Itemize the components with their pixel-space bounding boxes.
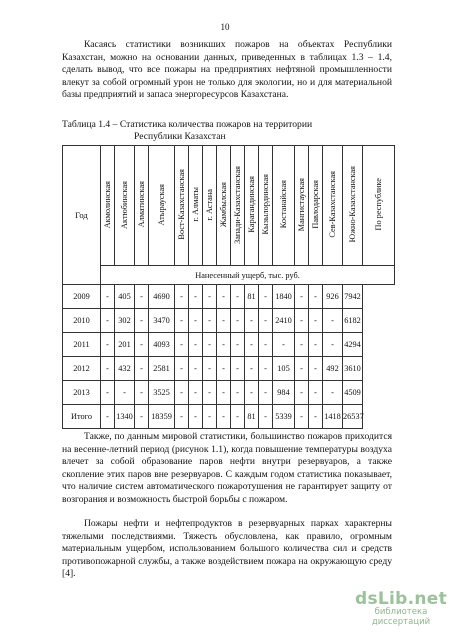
- table-cell: 7942: [343, 285, 363, 309]
- table-row: [63, 309, 395, 333]
- table-cell: -: [175, 381, 189, 405]
- table-cell: -: [189, 405, 203, 429]
- table-cell: -: [295, 357, 309, 381]
- table-cell: -: [231, 405, 245, 429]
- table-cell: 4294: [343, 333, 363, 357]
- table-cell: 26537: [343, 405, 363, 429]
- table-row: [63, 381, 395, 405]
- table-cell: -: [259, 381, 273, 405]
- region-column-header: По республике: [363, 146, 395, 266]
- table-cell: 984: [273, 381, 295, 405]
- region-column-header: Актюбинская: [115, 146, 135, 266]
- table-cell: -: [245, 357, 259, 381]
- table-cell: -: [245, 309, 259, 333]
- table-cell: -: [295, 285, 309, 309]
- table-cell: 81: [245, 405, 259, 429]
- table-cell: 6182: [343, 309, 363, 333]
- region-column-header: г. Астана: [203, 146, 217, 266]
- table-cell: -: [245, 333, 259, 357]
- table-cell: -: [309, 357, 323, 381]
- table-cell: -: [189, 333, 203, 357]
- table-cell: 926: [323, 285, 343, 309]
- table-cell: -: [231, 309, 245, 333]
- table-row: [63, 357, 395, 381]
- table-cell: -: [189, 381, 203, 405]
- table-cell: -: [273, 333, 295, 357]
- table-cell: -: [259, 333, 273, 357]
- table-cell: -: [203, 333, 217, 357]
- table-cell: -: [231, 333, 245, 357]
- region-column-header: Карагандинская: [245, 146, 259, 266]
- region-column-header: г. Алматы: [189, 146, 203, 266]
- region-column-header: Атырауская: [149, 146, 175, 266]
- table-cell: -: [175, 309, 189, 333]
- table-cell: -: [259, 309, 273, 333]
- table-cell: 4509: [343, 381, 363, 405]
- table-caption: Таблица 1.4 – Статистика количества пожаров на территории: [62, 119, 313, 130]
- fire-statistics-table: [62, 145, 395, 429]
- region-column-header: Мангистауская: [295, 146, 309, 266]
- table-cell: 432: [115, 357, 135, 381]
- table-cell: -: [259, 357, 273, 381]
- dslib-watermark: [352, 589, 450, 627]
- year-cell: 2010: [63, 309, 101, 333]
- table-cell: -: [309, 309, 323, 333]
- unit-row: [63, 266, 395, 285]
- table-cell: -: [203, 285, 217, 309]
- table-cell: 2410: [273, 309, 295, 333]
- page-number: 10: [220, 22, 230, 32]
- table-cell: -: [217, 381, 231, 405]
- table-cell: -: [309, 333, 323, 357]
- year-column-header: Год: [63, 146, 101, 285]
- table-cell: -: [217, 405, 231, 429]
- table-cell: -: [135, 357, 149, 381]
- table-cell: -: [295, 309, 309, 333]
- table-cell: -: [135, 333, 149, 357]
- table-cell: 201: [115, 333, 135, 357]
- watermark-subtitle: библиотека диссертаций: [371, 607, 431, 627]
- table-cell: -: [203, 357, 217, 381]
- table-cell: -: [101, 405, 115, 429]
- year-cell: 2009: [63, 285, 101, 309]
- table-cell: -: [323, 381, 343, 405]
- table-cell: 1340: [115, 405, 135, 429]
- table-cell: -: [309, 405, 323, 429]
- table-cell: -: [295, 333, 309, 357]
- table-cell: -: [323, 333, 343, 357]
- table-cell: 3525: [149, 381, 175, 405]
- table-cell: -: [189, 285, 203, 309]
- table-cell: -: [101, 309, 115, 333]
- table-cell: 4093: [149, 333, 175, 357]
- table-cell: -: [203, 309, 217, 333]
- region-column-header: Сев-Казахстанская: [323, 146, 343, 266]
- table-cell: -: [101, 285, 115, 309]
- table-cell: -: [295, 405, 309, 429]
- table-cell: 2581: [149, 357, 175, 381]
- table-cell: 405: [115, 285, 135, 309]
- table-cell: -: [101, 333, 115, 357]
- table-cell: 4690: [149, 285, 175, 309]
- table-cell: -: [175, 357, 189, 381]
- table-cell: -: [115, 381, 135, 405]
- table-cell: -: [189, 357, 203, 381]
- table-cell: 1418: [323, 405, 343, 429]
- table-cell: -: [189, 309, 203, 333]
- region-column-header: Вост-Казахстанская: [175, 146, 189, 266]
- region-column-header: Акмолинская: [101, 146, 115, 266]
- region-column-header: Кызылординская: [259, 146, 273, 266]
- table-header-row: [63, 146, 395, 266]
- total-row: [63, 405, 395, 429]
- table-cell: -: [309, 381, 323, 405]
- region-column-header: Южно-Казахстанская: [343, 146, 363, 266]
- region-column-header: Алматинская: [135, 146, 149, 266]
- paragraph-consequences: Пожары нефти и нефтепродуктов в резервуарных парках характерны тяжелыми последствиями. Тяжесть обусловлена, как правило, огромным материальным ущербом, использованием большого количества сил и средств противопожарной службы, а также воздействием пожара на окружающую среду [4].: [62, 518, 392, 580]
- table-cell: -: [231, 381, 245, 405]
- table-cell: -: [175, 405, 189, 429]
- table-cell: 302: [115, 309, 135, 333]
- year-cell: Итого: [63, 405, 101, 429]
- table-cell: -: [217, 333, 231, 357]
- paragraph-intro: Касаясь статистики возникших пожаров на объектах Республики Казахстан, можно на основании данных, приведенных в таблицах 1.3 – 1.4, сделать вывод, что все пожары на предприятиях нефтяной промышленности влекут за собой огромный урон не только для экологии, но и для материальной базы предприятий и запаса энергоресурсов Казахстана.: [62, 39, 392, 101]
- region-column-header: Запади-Казахстанская: [231, 146, 245, 266]
- table-cell: -: [101, 381, 115, 405]
- table-cell: 3610: [343, 357, 363, 381]
- table-row: [63, 333, 395, 357]
- table-cell: -: [231, 285, 245, 309]
- table-cell: -: [175, 333, 189, 357]
- table-cell: -: [101, 357, 115, 381]
- table-caption-line2: Республики Казахстан: [134, 131, 226, 142]
- region-column-header: Костанайская: [273, 146, 295, 266]
- table-cell: 81: [245, 285, 259, 309]
- table-cell: -: [135, 309, 149, 333]
- table-row: [63, 285, 395, 309]
- table-cell: 5339: [273, 405, 295, 429]
- table-cell: 3470: [149, 309, 175, 333]
- table-cell: -: [203, 405, 217, 429]
- year-cell: 2013: [63, 381, 101, 405]
- table-cell: -: [217, 285, 231, 309]
- table-cell: -: [309, 285, 323, 309]
- watermark-brand: dsLib.net: [354, 589, 448, 609]
- table-cell: -: [175, 285, 189, 309]
- table-cell: -: [135, 405, 149, 429]
- table-cell: -: [295, 381, 309, 405]
- table-cell: 105: [273, 357, 295, 381]
- paragraph-seasonal: Также, по данным мировой статистики, большинство пожаров приходится на весенне-летний период (рисунок 1.1), когда повышение температуры воздуха влечет за собой образование паров нефти внутри резервуаров, а также скопление этих паров вне резервуаров. С каждым годом статистика показывает, что наличие систем автоматического пожаротушения не гарантирует защиту от возгорания и возможность быстрой борьбы с пожаром.: [62, 431, 392, 505]
- table-cell: 1840: [273, 285, 295, 309]
- table-cell: -: [203, 381, 217, 405]
- region-column-header: Жамбылская: [217, 146, 231, 266]
- table-cell: -: [217, 357, 231, 381]
- table-cell: -: [323, 309, 343, 333]
- table-cell: -: [259, 405, 273, 429]
- table-cell: -: [135, 381, 149, 405]
- table-cell: -: [135, 285, 149, 309]
- table-cell: -: [259, 285, 273, 309]
- table-cell: -: [217, 309, 231, 333]
- region-column-header: Павлодарская: [309, 146, 323, 266]
- table-cell: 18359: [149, 405, 175, 429]
- table-cell: -: [231, 357, 245, 381]
- year-cell: 2011: [63, 333, 101, 357]
- table-cell: -: [245, 381, 259, 405]
- year-cell: 2012: [63, 357, 101, 381]
- table-cell: 492: [323, 357, 343, 381]
- unit-label: Нанесенный ущерб, тыс. руб.: [101, 266, 395, 285]
